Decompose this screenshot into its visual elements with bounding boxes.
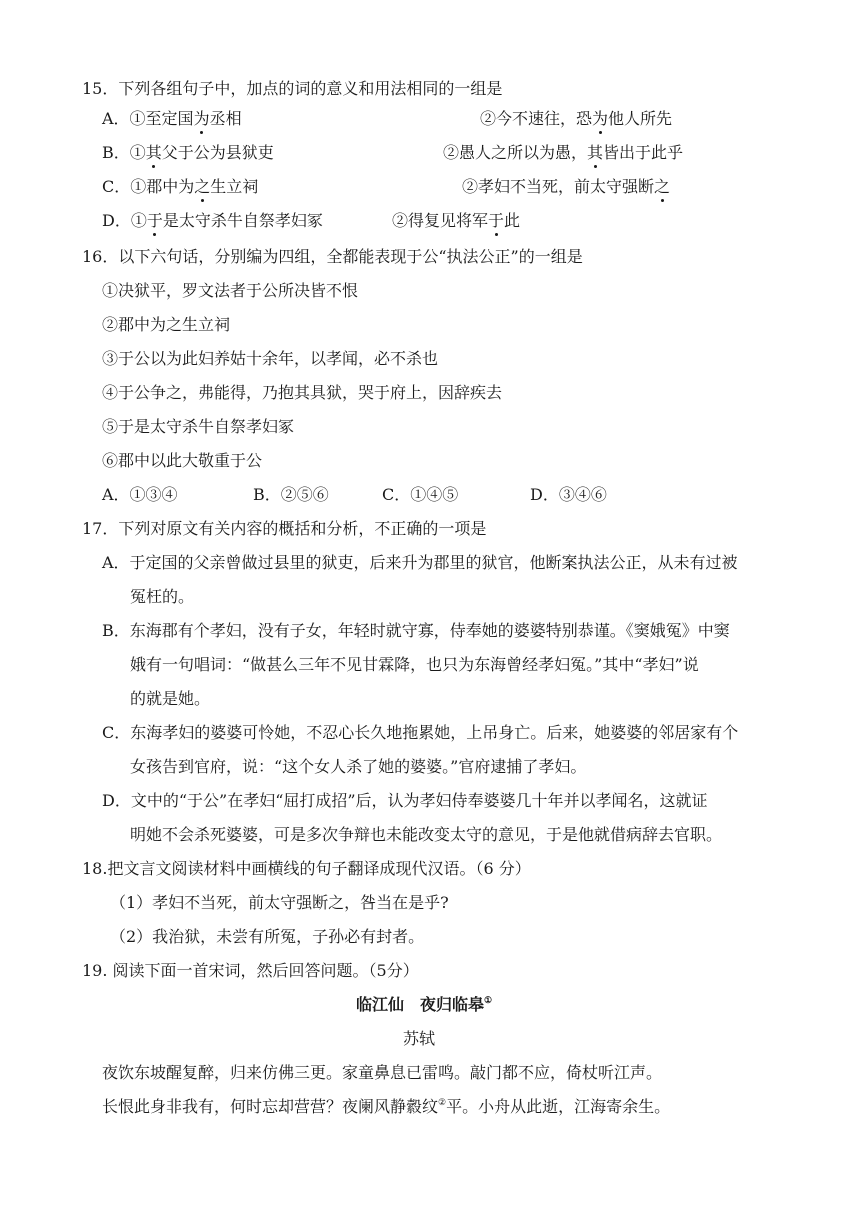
q15-a-label: A．①至定国	[102, 109, 194, 128]
q15-d-p2b: 此	[504, 211, 521, 230]
q16-option: A．①③④	[102, 485, 178, 504]
q17-option-a-cont: 冤枉的。	[130, 587, 195, 606]
q15-b-label: B．①	[102, 143, 146, 162]
q15-c-rest: 生立祠	[210, 177, 259, 196]
q15-c-label: C．①郡中为	[102, 177, 195, 196]
q17-option-a: A．于定国的父亲曾做过县里的狱吏，后来升为郡里的狱官，他断案执法公正，从未有过被	[102, 553, 738, 572]
dotted-word: 于	[488, 211, 505, 230]
footnote-mark: ②	[438, 1098, 447, 1108]
poem-title-text: 临江仙 夜归临皋	[356, 995, 485, 1014]
q15-b-p2b: 皆出于此乎	[603, 143, 684, 162]
q15-d-p2a: ②得复见将军	[392, 211, 489, 230]
q15-option-c-2	[462, 176, 670, 198]
poem-author: 苏轼	[403, 1029, 436, 1048]
q17-option-c: C．东海孝妇的婆婆可怜她，不忍心长久地拖累她，上吊身亡。后来，她婆婆的邻居家有个	[102, 723, 739, 742]
dotted-word: 之	[654, 177, 671, 196]
q15-a-p2b: 他人所先	[608, 109, 673, 128]
q16-item: ⑤于是太守杀牛自祭孝妇冢	[102, 417, 295, 436]
dotted-word: 于	[146, 211, 163, 230]
q15-stem: 15．下列各组句子中，加点的词的意义和用法相同的一组是	[82, 79, 503, 98]
q17-option-c-cont: 女孩告到官府，说：“这个女人杀了她的婆婆。”官府逮捕了孝妇。	[130, 757, 587, 776]
q15-option-d-2	[392, 210, 520, 232]
q16-option: B．②⑤⑥	[253, 485, 329, 504]
dotted-word: 其	[587, 143, 604, 162]
q17-option-b-cont: 的就是她。	[130, 689, 211, 708]
q16-item: ③于公以为此妇养姑十余年，以孝闻，必不杀也	[102, 349, 439, 368]
q15-d-label: D．①	[102, 211, 147, 230]
q15-option-d	[102, 210, 323, 232]
q15-d-rest: 是太守杀牛自祭孝妇冢	[162, 211, 323, 230]
footnote-mark: ①	[484, 996, 493, 1006]
poem-line-2b: 平。小舟从此逝，江海寄余生。	[446, 1097, 671, 1116]
q15-c-p2a: ②孝妇不当死，前太守强断	[462, 177, 655, 196]
dotted-word: 为	[592, 109, 609, 128]
q16-stem: 16．以下六句话，分别编为四组，全都能表现于公“执法公正”的一组是	[82, 247, 583, 266]
dotted-word: 其	[145, 143, 162, 162]
q17-option-b: B．东海郡有个孝妇，没有子女，年轻时就守寡，侍奉她的婆婆特别恭谨。《窦娥冤》中窦	[102, 621, 730, 640]
poem-title	[356, 994, 492, 1016]
q15-a-p2a: ②今不速往，恐	[480, 109, 593, 128]
q18-stem: 18.把文言文阅读材料中画横线的句子翻译成现代汉语。（6 分）	[82, 859, 531, 878]
q17-option-d-cont: 明她不会杀死婆婆，可是多次争辩也未能改变太守的意见，于是他就借病辞去官职。	[130, 825, 723, 844]
q16-option: C．①④⑤	[382, 485, 459, 504]
q18-sentence-1: （1）孝妇不当死，前太守强断之，咎当在是乎?	[110, 893, 449, 912]
dotted-word: 为	[193, 109, 210, 128]
q15-option-a-2	[480, 108, 672, 130]
q17-option-d: D．文中的“于公”在孝妇“屈打成招”后，认为孝妇侍奉婆婆几十年并以孝闻名，这就证	[102, 791, 708, 810]
q16-item: ⑥郡中以此大敬重于公	[102, 451, 263, 470]
q18-sentence-2: （2）我治狱，未尝有所冤，子孙必有封者。	[110, 927, 425, 946]
poem-line-1: 夜饮东坡醒复醉，归来仿佛三更。家童鼻息已雷鸣。敲门都不应，倚杖听江声。	[102, 1063, 663, 1082]
q16-item: ④于公争之，弗能得，乃抱其具狱，哭于府上，因辞疾去	[102, 383, 503, 402]
q15-option-b	[102, 142, 274, 164]
q15-option-a	[102, 108, 242, 130]
q15-option-b-2	[443, 142, 683, 164]
q16-item: ②郡中为之生立祠	[102, 315, 231, 334]
poem-line-2a: 长恨此身非我有，何时忘却营营？夜阑风静縠纹	[102, 1097, 439, 1116]
q17-stem: 17．下列对原文有关内容的概括和分析，不正确的一项是	[82, 519, 487, 538]
q17-option-b-cont: 娥有一句唱词：“做甚么三年不见甘霖降，也只为东海曾经孝妇冤。”其中“孝妇”说	[130, 655, 699, 674]
q16-item: ①决狱平，罗文法者于公所决皆不恨	[102, 281, 359, 300]
poem-line-2	[102, 1096, 670, 1118]
q15-b-p2a: ②愚人之所以为愚，	[443, 143, 588, 162]
q19-stem: 19. 阅读下面一首宋词，然后回答问题。（5分）	[82, 961, 419, 980]
q15-option-c	[102, 176, 258, 198]
q15-b-rest: 父于公为县狱吏	[161, 143, 274, 162]
dotted-word: 之	[194, 177, 211, 196]
q16-option: D．③④⑥	[530, 485, 607, 504]
q15-a-rest: 丞相	[209, 109, 242, 128]
